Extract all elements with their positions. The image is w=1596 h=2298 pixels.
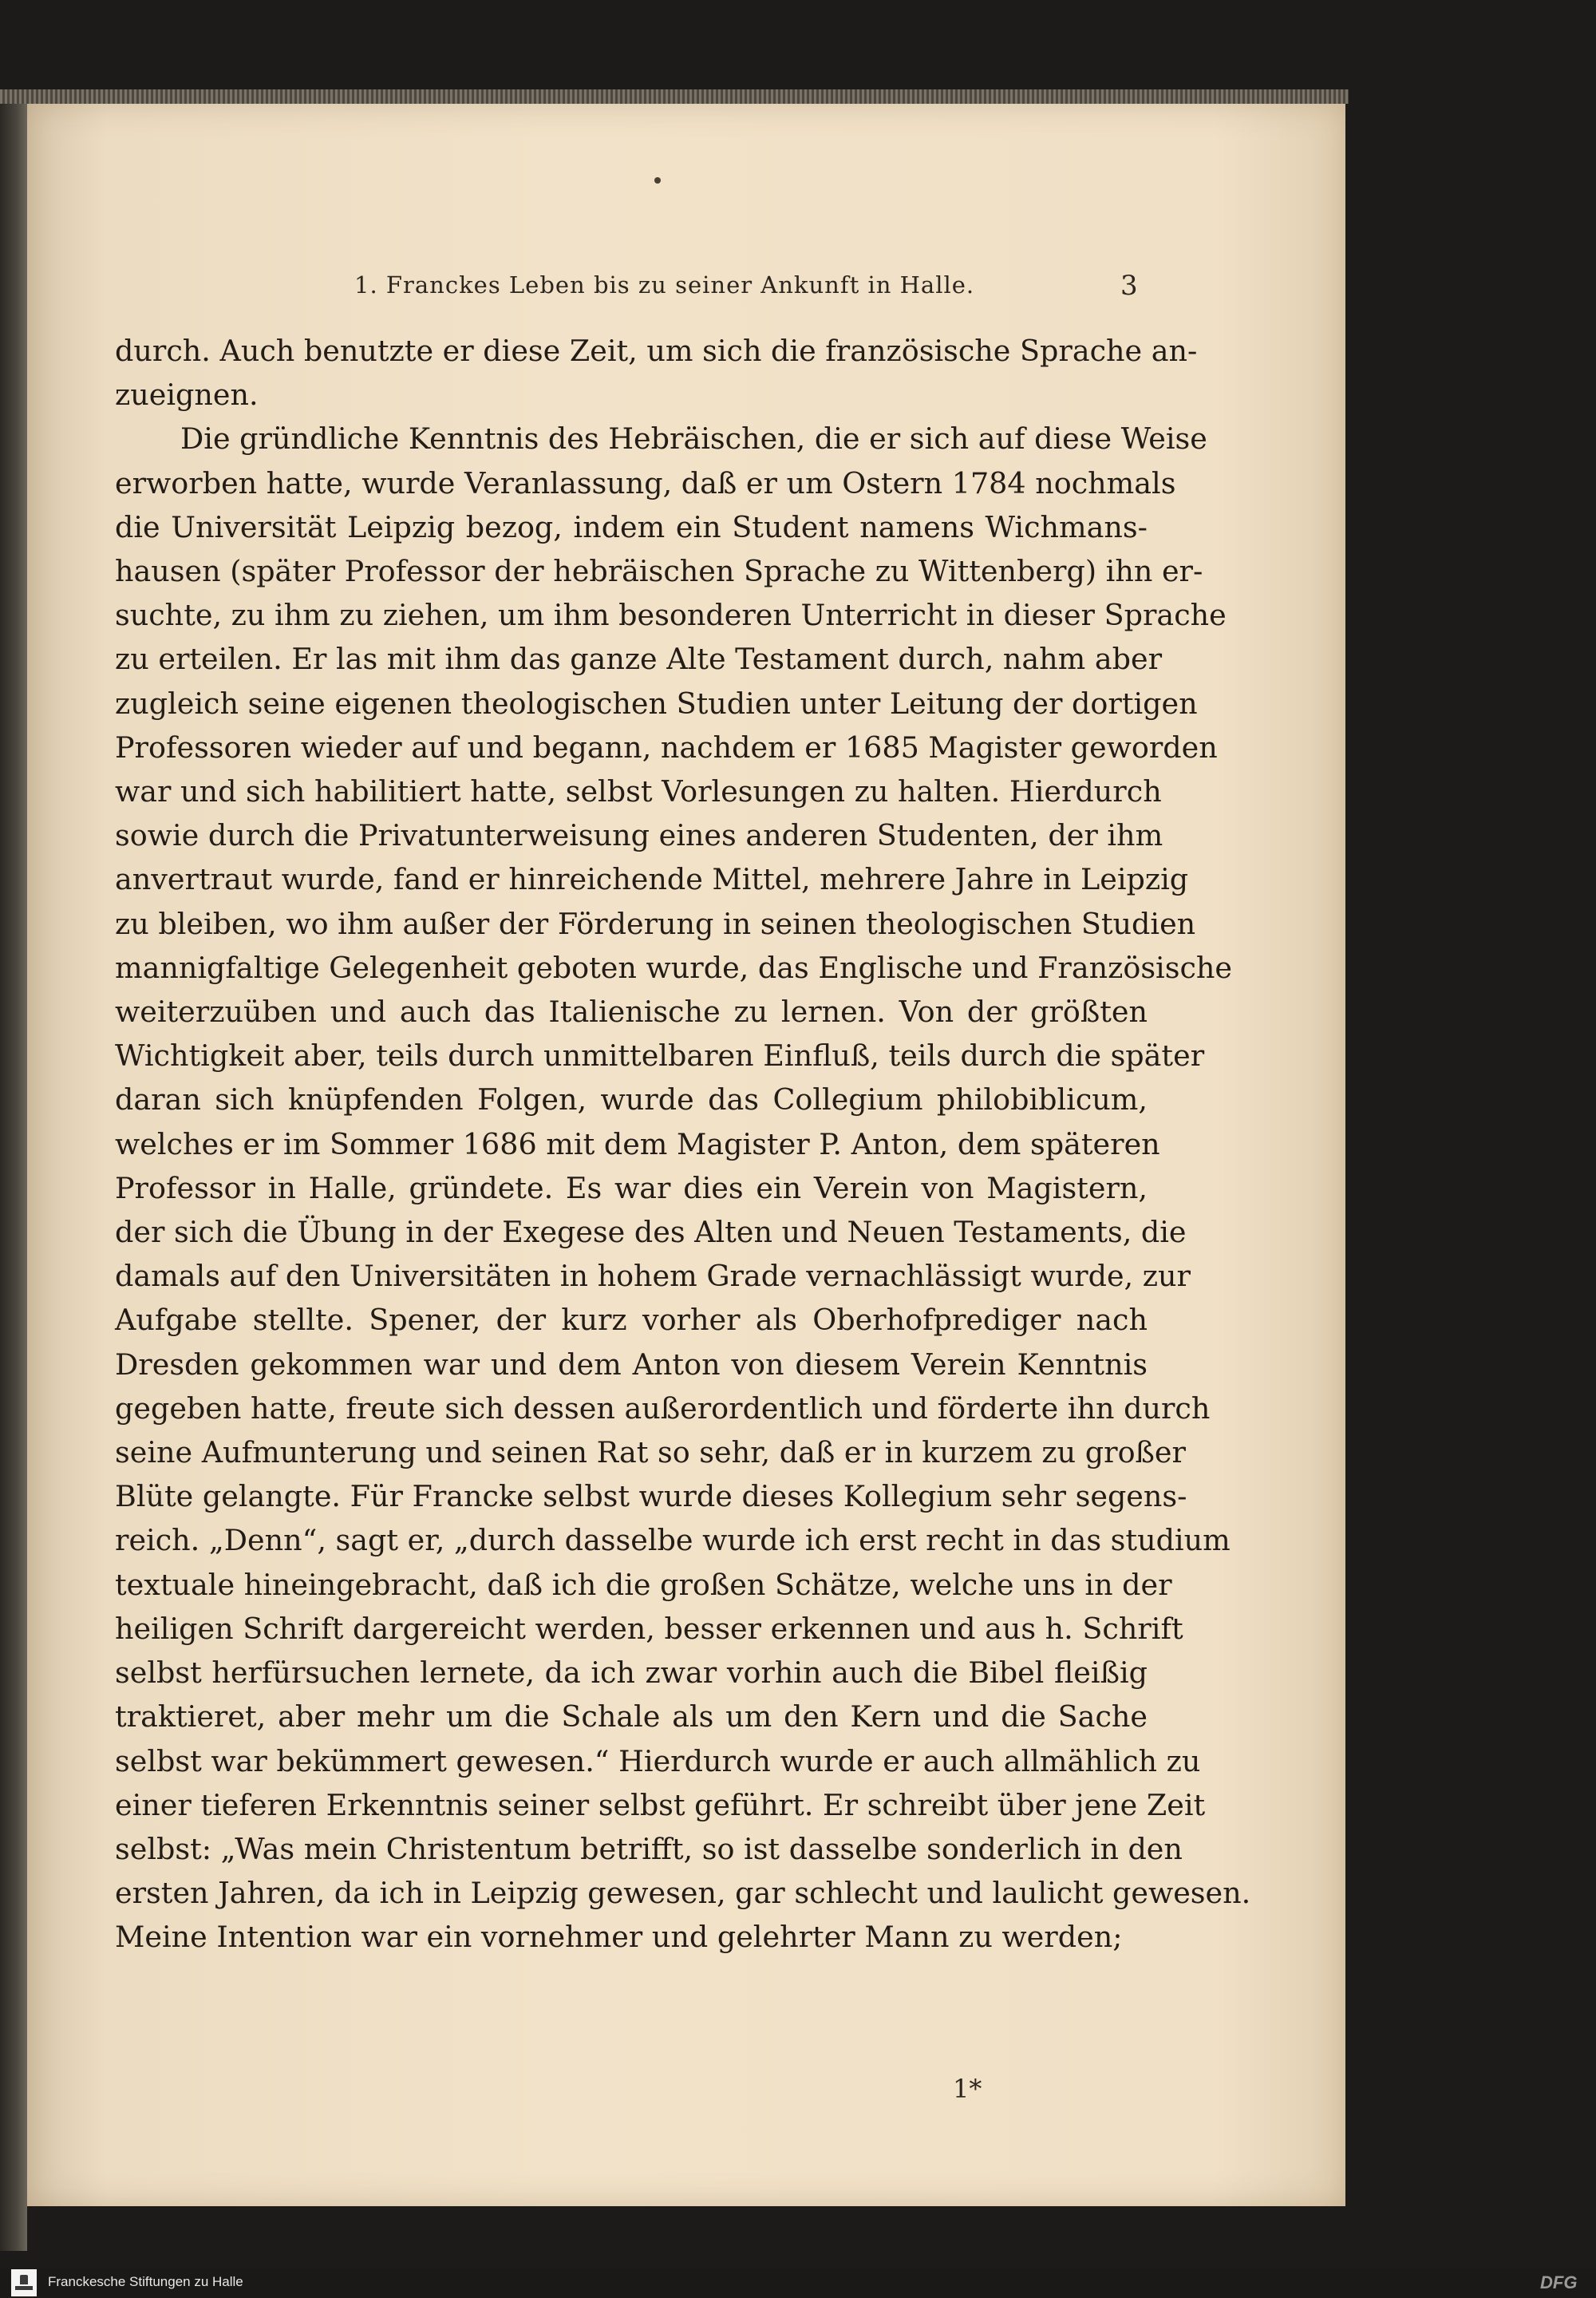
text-line: erworben hatte, wurde Veranlassung, daß er um Ostern 1784 nochmals [115, 465, 1176, 500]
text-line: zueignen. [115, 378, 259, 413]
paper-speck [654, 177, 661, 184]
text-line: zugleich seine eigenen theologischen Studien unter Leitung der dortigen [115, 686, 1198, 721]
text-line: durch. Auch benutzte er diese Zeit, um sich die französische Sprache an- [115, 334, 1198, 368]
text-line: Meine Intention war ein vornehmer und gelehrter Mann zu werden; [115, 1920, 1123, 1955]
text-line: Professoren wieder auf und begann, nachdem er 1685 Magister geworden [115, 730, 1218, 765]
text-line: Dresden gekommen war und dem Anton von diesem Verein Kenntnis [115, 1347, 1148, 1382]
text-line: Wichtigkeit aber, teils durch unmittelbaren Einfluß, teils durch die später [115, 1038, 1205, 1074]
institution-name: Franckesche Stiftungen zu Halle [48, 2274, 243, 2289]
text-line: war und sich habilitiert hatte, selbst Vorlesungen zu halten. Hierdurch [115, 774, 1162, 809]
body-text [115, 329, 1251, 1960]
text-line: heiligen Schrift dargereicht werden, besser erkennen und aus h. Schrift [115, 1611, 1183, 1646]
text-line: gegeben hatte, freute sich dessen außerordentlich und förderte ihn durch [115, 1390, 1211, 1426]
text-line: suchte, zu ihm zu ziehen, um ihm besonderen Unterricht in dieser Sprache [115, 598, 1227, 633]
text-line: damals auf den Universitäten in hohem Grade vernachlässigt wurde, zur [115, 1259, 1191, 1294]
book-page [27, 104, 1345, 2206]
text-line: daran sich knüpfenden Folgen, wurde das Collegium philobiblicum, [115, 1082, 1148, 1117]
text-line: der sich die Übung in der Exegese des Alten und Neuen Testaments, die [115, 1215, 1187, 1250]
page-number: 3 [1120, 270, 1138, 302]
text-line: seine Aufmunterung und seinen Rat so sehr, daß er in kurzem zu großer [115, 1435, 1186, 1470]
text-line: Die gründliche Kenntnis des Hebräischen, die er sich auf diese Weise [180, 421, 1207, 457]
text-line: einer tieferen Erkenntnis seiner selbst geführt. Er schreibt über jene Zeit [115, 1787, 1206, 1822]
signature-mark: 1* [953, 2074, 982, 2104]
scan-color-strip [0, 89, 1349, 104]
text-line: sowie durch die Privatunterweisung eines anderen Studenten, der ihm [115, 818, 1163, 853]
text-line: selbst herfürsuchen lernete, da ich zwar vorhin auch die Bibel fleißig [115, 1655, 1148, 1691]
text-line: weiterzuüben und auch das Italienische zu lernen. Von der größten [115, 995, 1148, 1030]
text-line: zu erteilen. Er las mit ihm das ganze Alte Testament durch, nahm aber [115, 642, 1163, 677]
text-line: Blüte gelangte. Für Francke selbst wurde dieses Kollegium sehr segens- [115, 1479, 1187, 1514]
text-line: hausen (später Professor der hebräischen Sprache zu Wittenberg) ihn er- [115, 554, 1203, 589]
running-head: 1. Franckes Leben bis zu seiner Ankunft in Halle. [354, 271, 975, 299]
text-line: welches er im Sommer 1686 mit dem Magister P. Anton, dem späteren [115, 1126, 1160, 1161]
text-line: textuale hineingebracht, daß ich die großen Schätze, welche uns in der [115, 1567, 1172, 1602]
book-spine-edge [0, 96, 27, 2251]
text-line: reich. „Denn“, sagt er, „durch dasselbe wurde ich erst recht in das studium [115, 1523, 1231, 1558]
text-line: die Universität Leipzig bezog, indem ein Student namens Wichmans- [115, 509, 1148, 544]
text-line: traktieret, aber mehr um die Schale als um den Kern und die Sache [115, 1699, 1148, 1734]
text-line: anvertraut wurde, fand er hinreichende Mittel, mehrere Jahre in Leipzig [115, 862, 1189, 897]
text-line: ersten Jahren, da ich in Leipzig gewesen, gar schlecht und laulicht gewesen. [115, 1876, 1251, 1911]
text-line: Professor in Halle, gründete. Es war dies ein Verein von Magistern, [115, 1170, 1148, 1205]
text-line: zu bleiben, wo ihm außer der Förderung in seinen theologischen Studien [115, 906, 1196, 941]
dfg-logo: DFG [1540, 2272, 1578, 2292]
text-line: selbst: „Was mein Christentum betrifft, so ist dasselbe sonderlich in den [115, 1831, 1183, 1866]
text-line: Aufgabe stellte. Spener, der kurz vorher als Oberhofprediger nach [115, 1303, 1148, 1338]
institution-logo-icon [11, 2269, 37, 2296]
page-header [27, 271, 1345, 311]
text-line: selbst war bekümmert gewesen.“ Hierdurch wurde er auch allmählich zu [115, 1743, 1201, 1778]
text-line: mannigfaltige Gelegenheit geboten wurde, das Englische und Französische [115, 950, 1233, 985]
